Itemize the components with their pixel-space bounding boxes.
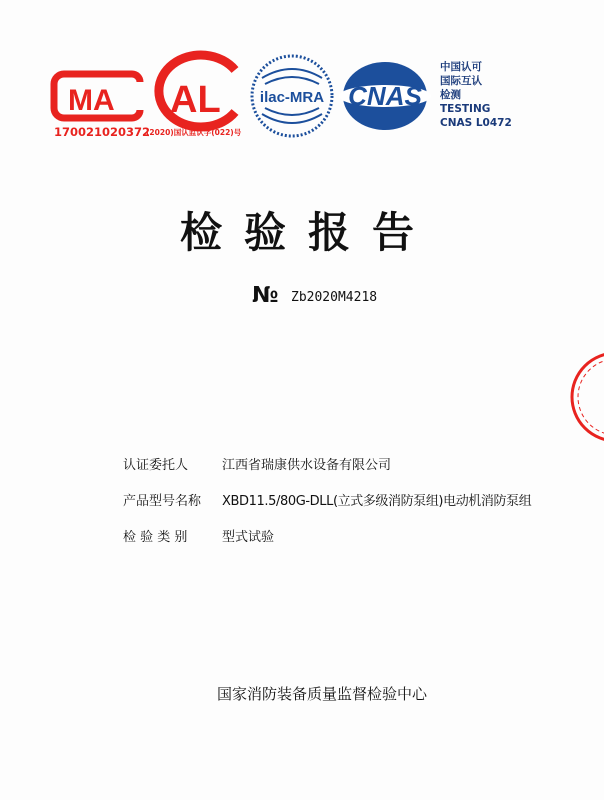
cnas-logo (339, 62, 431, 130)
cnas-line: 中国认可 (440, 61, 482, 73)
cnas-line: 检测 (440, 89, 461, 101)
official-stamp (568, 350, 604, 445)
cal-logo (159, 55, 235, 127)
ilac-mra-logo (252, 56, 332, 136)
field-value: XBD11.5/80G-DLL(立式多级消防泵组)电动机消防泵组 (222, 494, 532, 509)
field-value: 型式试验 (222, 530, 275, 545)
svg-text:CNAS: CNAS (348, 81, 422, 111)
report-no-value: Zb2020M4218 (291, 290, 378, 305)
field-label: 认证委托人 (123, 458, 189, 473)
report-title: 检验报告 (180, 208, 437, 257)
cnas-accreditation-text (440, 60, 512, 130)
svg-text:AL: AL (170, 79, 221, 121)
cal-number: (2020)国认监认字(022)号 (146, 128, 242, 137)
svg-text:MA: MA (68, 84, 115, 117)
cnas-line: TESTING (440, 103, 491, 115)
field-label: 检 验 类 别 (123, 530, 188, 545)
cnas-line: 国际互认 (440, 75, 482, 87)
cnas-line: CNAS L0472 (440, 117, 512, 129)
svg-text:ilac-MRA: ilac-MRA (259, 89, 325, 106)
cma-logo (54, 74, 140, 118)
report-no-label: № (252, 283, 279, 308)
issuing-organization: 国家消防装备质量监督检验中心 (216, 685, 427, 703)
field-label: 产品型号名称 (123, 494, 202, 509)
field-value: 江西省瑞康供水设备有限公司 (222, 458, 392, 473)
cma-number: 170021020372 (54, 125, 151, 139)
